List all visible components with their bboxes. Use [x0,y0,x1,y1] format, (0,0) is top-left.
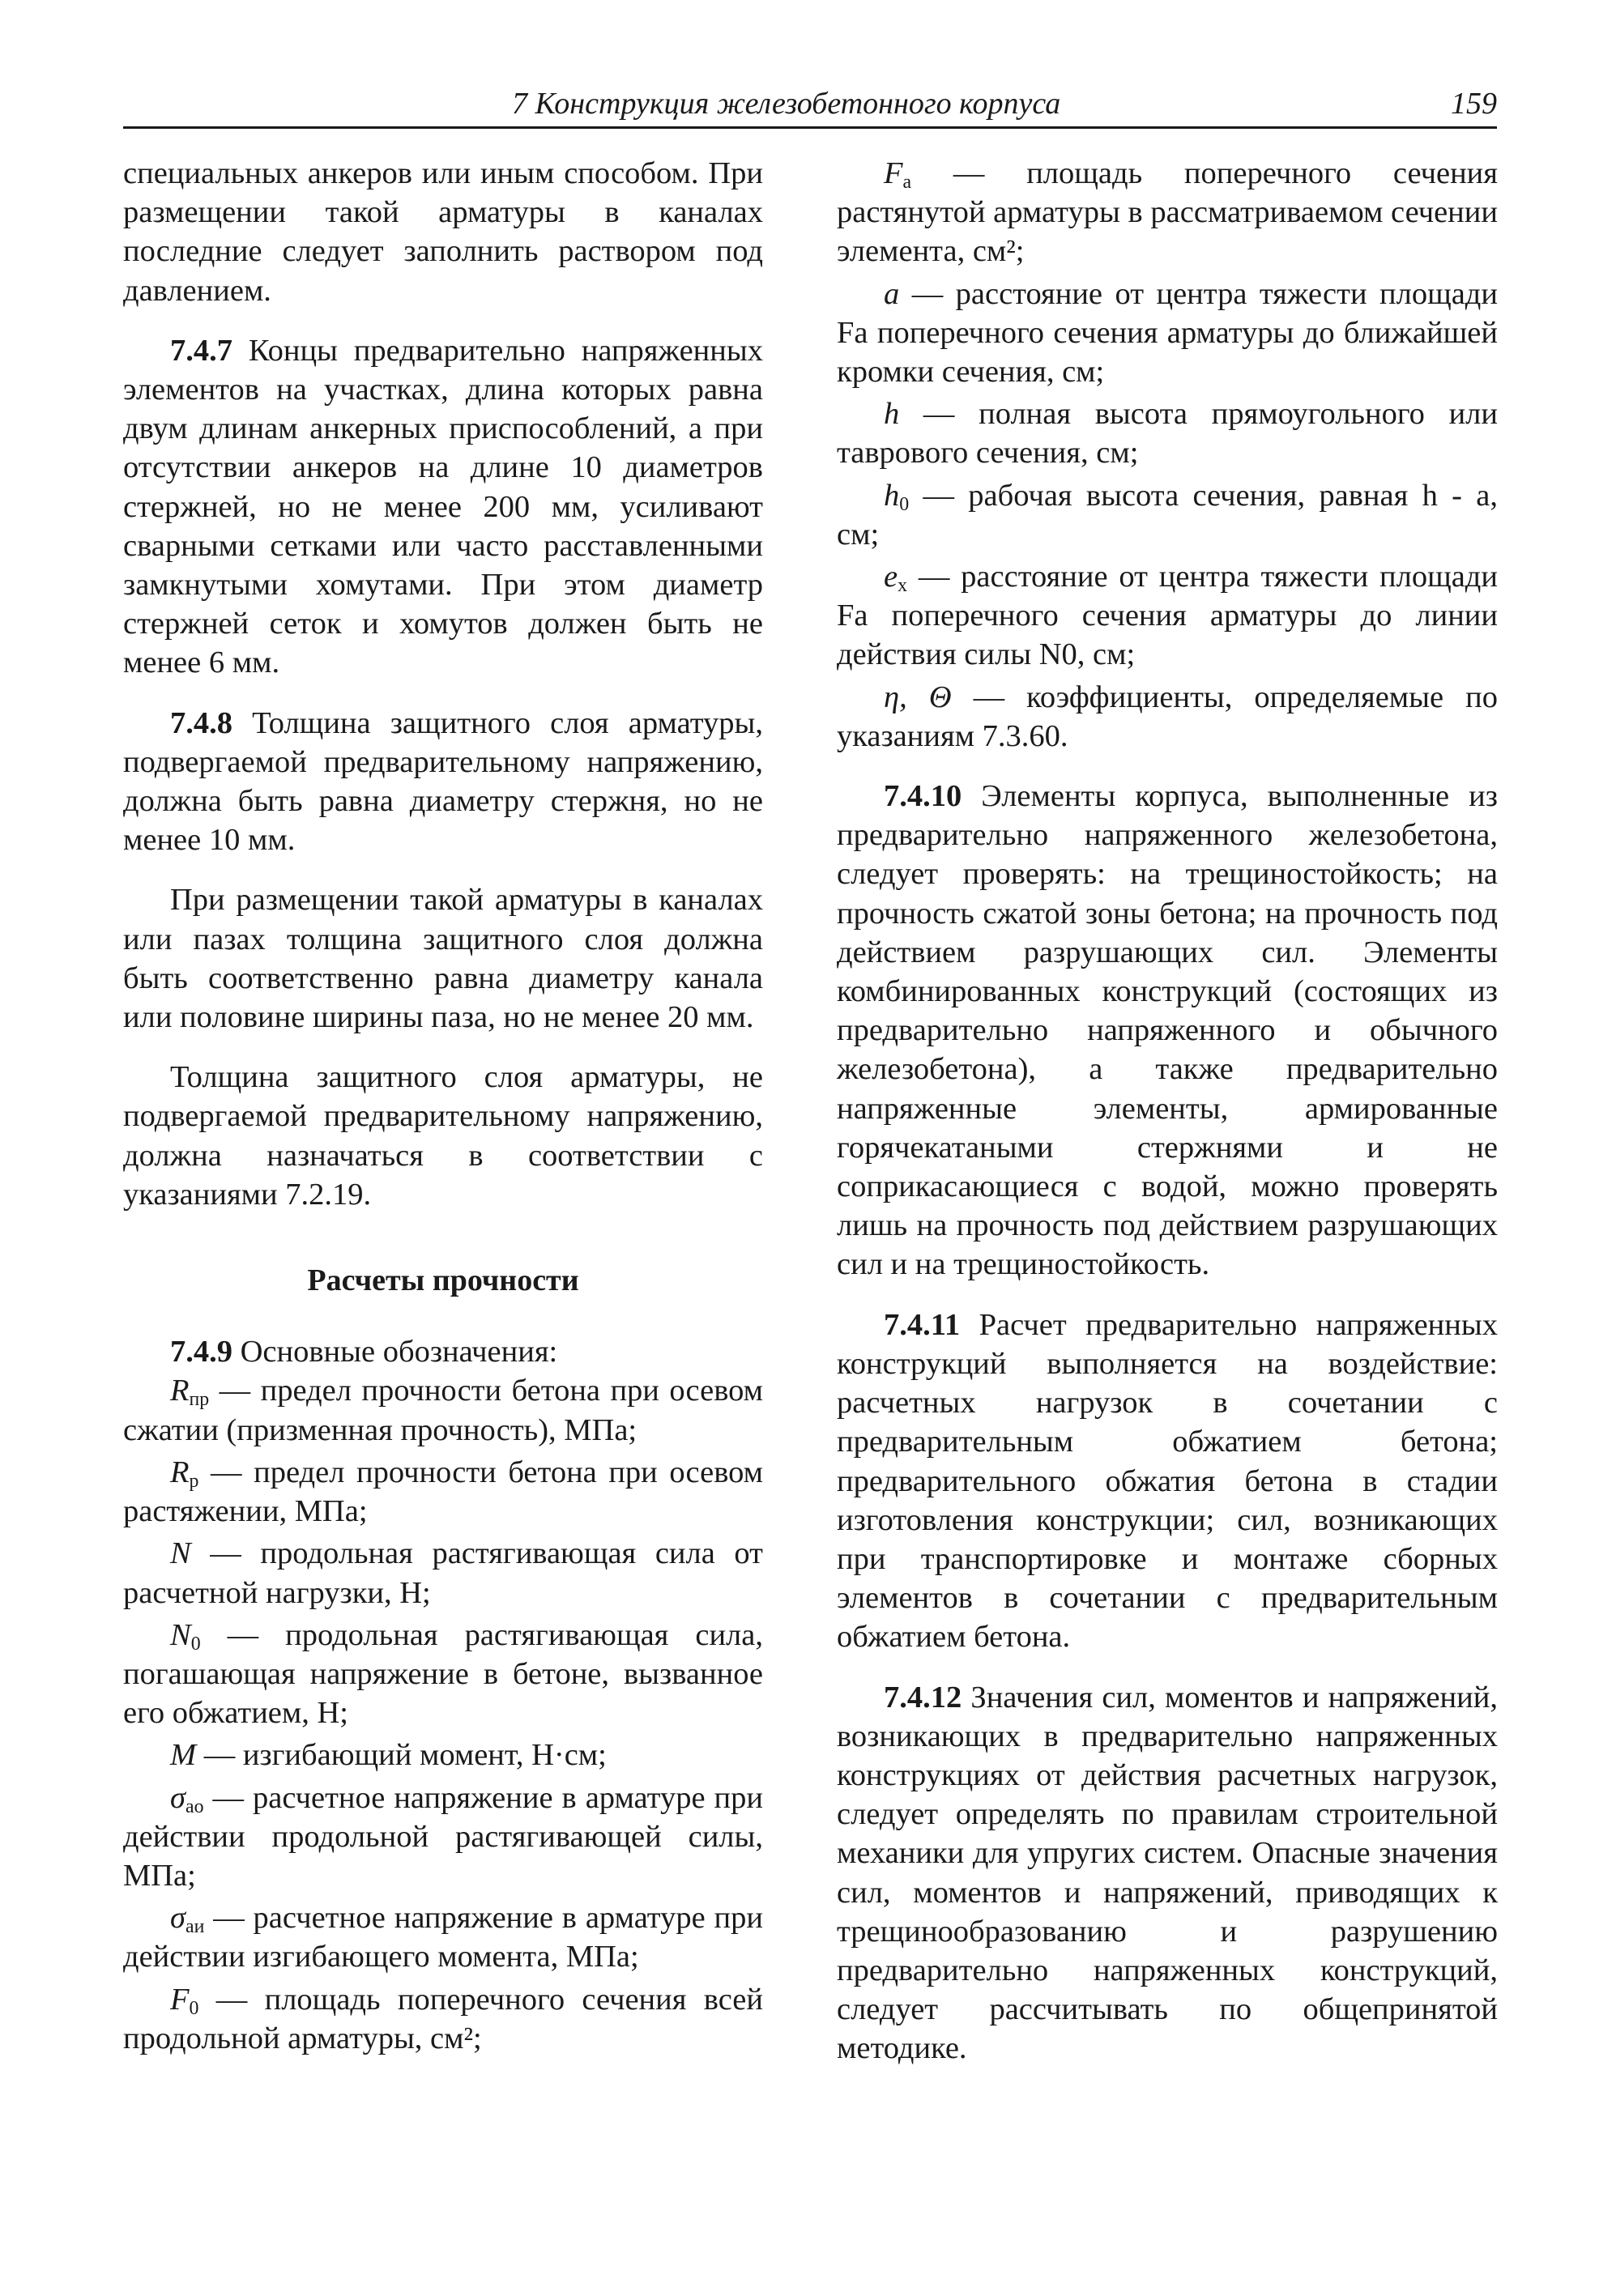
definition-symbol: M [170,1738,197,1773]
definition-symbol: N [170,1536,191,1571]
definition-symbol: σ [170,1901,185,1936]
definition-subscript: р [189,1470,199,1492]
definition-subscript: аи [185,1916,205,1938]
definition-subscript: 0 [899,493,910,515]
running-header [123,75,1497,129]
section-text: Элементы корпуса, выполненные из предварительно напряженного железобетона, следует проверять: на трещиностойкость; на прочность сжатой зоны бетона; на прочность под действием разрушающих сил. Элементы комбинированных конструкций (состоящих из предварительно напряженного и обычного железобетона), а также предварительно напряженные элементы, армированные горячекатаными стержнями и не соприкасающиеся с водой, можно проверять лишь на прочность под действием разрушающих сил и на трещиностойкость. [837,779,1498,1282]
section-text: Значения сил, моментов и напряжений, возникающих в предварительно напряженных конструкциях от действия расчетных нагрузок, следует определять по правилам строительной механики для упругих систем. Опасные значения сил, моментов и напряжений, приводящих к трещинообразованию и разрушению предварительно напряженных конструкций, следует рассчитывать по общепринятой методике. [837,1680,1498,2066]
definition-subscript: а [902,171,912,193]
section-number: 7.4.9 [170,1335,232,1370]
section-text: Основные обозначения: [232,1335,558,1370]
definition-subscript: ао [185,1795,204,1817]
section-text: Концы предварительно напряженных элементов на участках, длина которых равна двум длинам анкерных приспособлений, а при отсутствии анкеров на длине 10 диаметров стержней, но не менее 200 мм, усиливают сварными сетками или часто расставленными замкнутыми хомутами. При этом диаметр стержней сеток и хомутов должен быть не менее 6 мм. [123,333,763,680]
section-7-4-8 [123,704,763,860]
section-7-4-12 [837,1678,1498,2068]
definition-text: — продольная растягивающая сила, погашающая напряжение в бетоне, вызванное его обжатием, Н; [123,1617,763,1731]
definition-subscript: x [898,574,908,596]
definition-symbol: R [170,1374,190,1408]
definition-text: — площадь поперечного сечения всей продольной арматуры, см²; [123,1982,763,2055]
definition-text: — расстояние от центра тяжести площади Fа поперечного сечения арматуры до ближайшей кромки сечения, см; [837,276,1498,390]
paragraph-continuation: специальных анкеров или иным способом. При размещении такой арматуры в каналах последние следует заполнить раствором под давлением. [123,156,763,308]
definition-text: — предел прочности бетона при осевом растяжении, МПа; [123,1455,763,1529]
definition-item [837,557,1498,675]
definition-symbol: N [170,1617,191,1652]
definition-text: — продольная растягивающая сила от расчетной нагрузки, Н; [123,1536,763,1610]
section-number: 7.4.8 [170,705,232,740]
section-number: 7.4.7 [170,333,232,368]
section-number: 7.4.12 [884,1680,962,1715]
right-column [837,154,1498,2089]
definition-item [123,1453,763,1531]
definition-symbol: a [884,276,900,311]
definition-symbol: e [884,560,898,594]
section-7-4-7 [123,331,763,683]
definition-subscript: 0 [190,1633,201,1655]
definition-item [837,476,1498,554]
chapter-title: 7 Конструкция железобетонного корпуса [512,87,1061,121]
definition-item [123,1371,763,1449]
section-7-4-9 [123,1332,763,1371]
definition-symbol: F [884,156,903,190]
definition-item [837,154,1498,271]
definition-symbol: F [170,1982,190,2017]
definition-item [123,1980,763,2058]
section-number: 7.4.11 [884,1307,961,1342]
definition-item [837,394,1498,472]
section-7-4-10 [837,777,1498,1284]
page-number: 159 [1451,87,1497,121]
definition-symbol: h [884,478,900,513]
definition-text: — расчетное напряжение в арматуре при действии изгибающего момента, МПа; [123,1901,763,1974]
definition-item [123,1534,763,1612]
section-7-4-11 [837,1306,1498,1657]
definition-text: — расчетное напряжение в арматуре при действии продольной растягивающей силы, МПа; [123,1780,763,1893]
definition-symbol: h [884,397,900,432]
definition-symbol: R [170,1455,190,1489]
section-number: 7.4.10 [884,779,962,814]
section-text: Расчет предварительно напряженных конструкций выполняется на воздействие: расчетных нагрузок в сочетании с предварительным обжатием бетона; предварительного обжатия бетона в стадии изготовления конструкции; сил, возникающих при транспортировке и монтаже сборных элементов в сочетании с предварительным обжатием бетона. [837,1307,1498,1655]
definition-item [123,1616,763,1733]
definition-text: — полная высота прямоугольного или таврового сечения, см; [837,397,1498,471]
definition-subscript: пр [189,1389,210,1411]
definition-text: — предел прочности бетона при осевом сжатии (призменная прочность), МПа; [123,1374,763,1447]
definition-item [837,678,1498,756]
definition-item [837,275,1498,392]
definition-item [123,1736,763,1774]
section-text: Толщина защитного слоя арматуры, подвергаемой предварительному напряжению, должна быть равна диаметру стержня, но не менее 10 мм. [123,705,763,858]
definition-symbol: η, Θ [884,679,952,714]
paragraph-channels: При размещении такой арматуры в каналах или пазах толщина защитного слоя должна быть соответственно равна диаметру канала или половине ширины паза, но не менее 20 мм. [123,883,763,1035]
definition-subscript: 0 [189,1997,199,2019]
paragraph-nonprestressed: Толщина защитного слоя арматуры, не подвергаемой предварительному напряжению, должна назначаться в соответствии с указаниями 7.2.19. [123,1060,763,1212]
definition-item [123,1778,763,1896]
definitions-list-left [123,1371,763,2057]
definition-text: — расстояние от центра тяжести площади Fа поперечного сечения арматуры до линии действия силы N0, см; [837,560,1498,672]
definitions-list-right [837,154,1498,756]
definition-symbol: σ [170,1780,185,1815]
definition-text: — площадь поперечного сечения растянутой арматуры в рассматриваемом сечении элемента, см²; [837,156,1498,269]
left-column [123,154,763,2061]
definition-text: — рабочая высота сечения, равная h - a, см; [837,478,1498,552]
definition-item [123,1898,763,1976]
section-heading: Расчеты прочности [307,1263,579,1298]
definition-text: — изгибающий момент, Н·см; [196,1738,607,1773]
definition-text: — коэффициенты, определяемые по указаниям 7.3.60. [837,679,1498,753]
